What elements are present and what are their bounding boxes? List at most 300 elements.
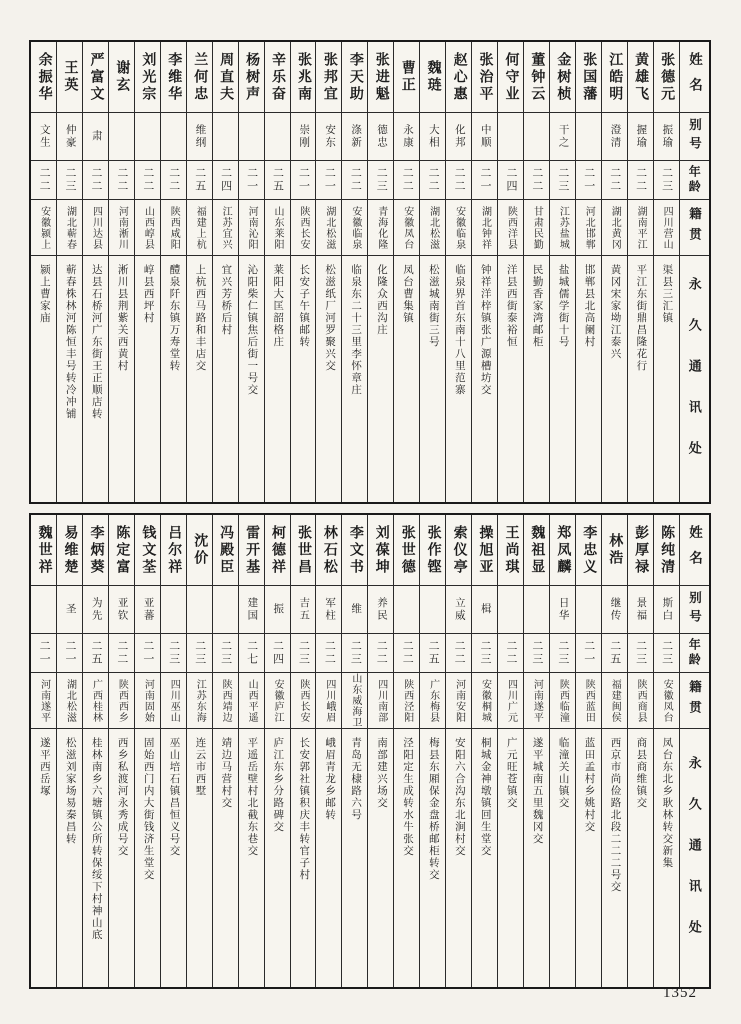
- person-age: 二一: [316, 161, 341, 200]
- person-name: 曹正: [394, 42, 419, 113]
- person-column: [160, 42, 186, 502]
- person-name: 沈价: [187, 515, 212, 586]
- person-alias: 亚蕃: [135, 586, 160, 634]
- person-alias: [187, 586, 212, 634]
- person-name: 林石松: [316, 515, 341, 586]
- person-address: 桂林南乡六塘镇公所转保绥下村神山底: [90, 737, 102, 941]
- person-alias: 养民: [368, 586, 393, 634]
- person-name: 刘葆坤: [368, 515, 393, 586]
- person-origin: 广东梅县: [420, 673, 445, 729]
- person-name: 钱文荃: [135, 515, 160, 586]
- person-column: [290, 515, 316, 987]
- person-name: 魏祖显: [524, 515, 549, 586]
- person-address: 颍上曹家庙: [38, 264, 50, 324]
- person-age: 二二: [628, 161, 653, 200]
- header-age-label: 年龄: [680, 161, 709, 200]
- person-address: 松滋纸厂河罗聚兴交: [324, 264, 336, 372]
- person-age: 二五: [83, 634, 108, 673]
- person-name: 李文书: [342, 515, 367, 586]
- person-name: 黄雄飞: [628, 42, 653, 113]
- person-column: [471, 42, 497, 502]
- person-age: 二三: [654, 161, 679, 200]
- person-name: 郑凤麟: [550, 515, 575, 586]
- person-alias: 斯白: [654, 586, 679, 634]
- person-address: 南部建兴场交: [376, 737, 388, 809]
- person-age: 二二: [83, 161, 108, 200]
- person-alias: [498, 586, 523, 634]
- person-name: 魏世祥: [31, 515, 56, 586]
- person-column: [497, 515, 523, 987]
- person-age: 二三: [187, 634, 212, 673]
- person-column: [212, 515, 238, 987]
- person-alias: 圣: [57, 586, 82, 634]
- person-alias: 振: [265, 586, 290, 634]
- person-age: 二五: [187, 161, 212, 200]
- person-alias: 为先: [83, 586, 108, 634]
- person-column: [160, 515, 186, 987]
- person-column: [497, 42, 523, 502]
- person-column: [82, 515, 108, 987]
- person-address: 蕲春株林河陈恒丰号转冷冲铺: [64, 264, 76, 420]
- person-name: 张世德: [394, 515, 419, 586]
- person-address: 长安郭社镇积庆丰转官子村: [298, 737, 310, 881]
- person-age: 二三: [550, 161, 575, 200]
- person-age: 二七: [239, 634, 264, 673]
- person-age: 二一: [57, 634, 82, 673]
- person-origin: 甘肃民勤: [524, 200, 549, 256]
- person-alias: 军柱: [316, 586, 341, 634]
- person-origin: 陕西靖边: [213, 673, 238, 729]
- person-name: 辛乐奋: [265, 42, 290, 113]
- person-alias: 握瑜: [628, 113, 653, 161]
- person-column: [523, 515, 549, 987]
- person-origin: 山东威海卫: [342, 673, 367, 729]
- person-column: [653, 42, 679, 502]
- person-origin: 青海化隆: [368, 200, 393, 256]
- person-origin: 陕西泾阳: [394, 673, 419, 729]
- person-address: 黄冈宋家坳江泰兴: [609, 264, 621, 360]
- person-address: 巫山培石镇昌恒义号交: [168, 737, 180, 857]
- person-alias: [135, 113, 160, 161]
- person-address: 淅川县荆紫关西黄村: [116, 264, 128, 372]
- person-column: [186, 515, 212, 987]
- person-origin: 陕西咸阳: [161, 200, 186, 256]
- header-origin-label: 籍贯: [680, 200, 709, 256]
- person-column: [134, 42, 160, 502]
- person-origin: 陕西蓝田: [576, 673, 601, 729]
- person-age: 二四: [265, 634, 290, 673]
- person-age: 二三: [472, 634, 497, 673]
- person-column: [601, 515, 627, 987]
- header-column: [679, 42, 709, 502]
- person-column: [367, 42, 393, 502]
- person-origin: 陕西临潼: [550, 673, 575, 729]
- person-address: 宜兴芳桥后村: [220, 264, 232, 336]
- person-age: 二二: [31, 161, 56, 200]
- person-alias: [498, 113, 523, 161]
- person-alias: 维纲: [187, 113, 212, 161]
- person-name: 陈定富: [109, 515, 134, 586]
- person-name: 刘光宗: [135, 42, 160, 113]
- person-alias: [524, 586, 549, 634]
- person-name: 王英: [57, 42, 82, 113]
- person-origin: 山东莱阳: [265, 200, 290, 256]
- person-alias: 楫: [472, 586, 497, 634]
- header-name-label: 姓名: [680, 515, 709, 586]
- person-age: 二二: [368, 634, 393, 673]
- person-column: [31, 515, 56, 987]
- person-name: 张世昌: [291, 515, 316, 586]
- person-origin: 湖北黄冈: [602, 200, 627, 256]
- person-age: 二五: [265, 161, 290, 200]
- person-address: 庐江东乡分路碑交: [272, 737, 284, 833]
- person-name: 王尚琪: [498, 515, 523, 586]
- person-address: 凤台东北乡耿林转交新集: [661, 737, 673, 869]
- person-origin: 四川广元: [498, 673, 523, 729]
- person-age: 二二: [446, 634, 471, 673]
- person-name: 张治平: [472, 42, 497, 113]
- person-alias: [576, 586, 601, 634]
- person-origin: 安徽庐江: [265, 673, 290, 729]
- person-origin: 四川峨眉: [316, 673, 341, 729]
- person-address: 临潼关山镇交: [557, 737, 569, 809]
- person-name: 李维华: [161, 42, 186, 113]
- person-column: [134, 515, 160, 987]
- person-age: 二二: [316, 634, 341, 673]
- person-name: 彭厚禄: [628, 515, 653, 586]
- person-alias: 亚钦: [109, 586, 134, 634]
- person-name: 张兆南: [291, 42, 316, 113]
- person-age: 二二: [394, 161, 419, 200]
- person-address: 化隆众西沟庄: [376, 264, 388, 336]
- person-name: 雷开基: [239, 515, 264, 586]
- person-address: 固始西门内大街钱济生堂交: [142, 737, 154, 881]
- person-column: [445, 515, 471, 987]
- person-age: 二一: [472, 161, 497, 200]
- person-alias: 振瑜: [654, 113, 679, 161]
- person-address: 洋县西街泰裕恒: [505, 264, 517, 348]
- person-name: 易维楚: [57, 515, 82, 586]
- person-address: 遂平西岳塚: [38, 737, 50, 797]
- person-origin: 湖北松滋: [420, 200, 445, 256]
- person-address: 峨眉青龙乡邮转: [324, 737, 336, 821]
- person-alias: [524, 113, 549, 161]
- person-address: 梅县东厢保金盘桥邮柜转交: [427, 737, 439, 881]
- person-alias: [576, 113, 601, 161]
- person-origin: 山西崞县: [135, 200, 160, 256]
- header-alias-label: 别号: [680, 113, 709, 161]
- person-column: [393, 515, 419, 987]
- person-name: 周直夫: [213, 42, 238, 113]
- person-origin: 湖北松滋: [316, 200, 341, 256]
- person-column: [31, 42, 56, 502]
- person-name: 李忠义: [576, 515, 601, 586]
- person-name: 张作铿: [420, 515, 445, 586]
- person-column: [445, 42, 471, 502]
- person-name: 兰何忠: [187, 42, 212, 113]
- person-column: [627, 42, 653, 502]
- person-age: 二三: [628, 634, 653, 673]
- person-alias: [239, 113, 264, 161]
- person-age: 二五: [602, 634, 627, 673]
- person-name: 张进魁: [368, 42, 393, 113]
- person-origin: 陕西长安: [291, 673, 316, 729]
- directory-table-bottom: [29, 513, 711, 989]
- person-age: 二三: [213, 634, 238, 673]
- person-name: 江皓明: [602, 42, 627, 113]
- person-age: 二二: [109, 161, 134, 200]
- person-alias: 仲豪: [57, 113, 82, 161]
- person-origin: 四川巫山: [161, 673, 186, 729]
- person-alias: 安东: [316, 113, 341, 161]
- person-origin: 四川营山: [654, 200, 679, 256]
- person-alias: 崇刚: [291, 113, 316, 161]
- person-column: [549, 515, 575, 987]
- person-column: [367, 515, 393, 987]
- person-age: 二五: [420, 634, 445, 673]
- person-origin: 陕西商县: [628, 673, 653, 729]
- person-alias: 立威: [446, 586, 471, 634]
- person-address: 平遥岳壁村北截东巷交: [246, 737, 258, 857]
- person-age: 二四: [498, 161, 523, 200]
- person-column: [82, 42, 108, 502]
- person-name: 赵心惠: [446, 42, 471, 113]
- person-name: 操旭亚: [472, 515, 497, 586]
- person-origin: 福建闽侯: [602, 673, 627, 729]
- person-origin: 湖南平江: [628, 200, 653, 256]
- person-age: 二三: [550, 634, 575, 673]
- person-age: 二一: [576, 634, 601, 673]
- person-name: 严富文: [83, 42, 108, 113]
- person-column: [264, 515, 290, 987]
- person-age: 二三: [291, 634, 316, 673]
- person-address: 民勤香家湾邮柜: [531, 264, 543, 348]
- person-alias: 维: [342, 586, 367, 634]
- person-address: 临泉界首东南十八里范寨: [453, 264, 465, 396]
- person-column: [315, 42, 341, 502]
- person-address: 松滋刘家场易秦昌转: [64, 737, 76, 845]
- header-alias-label: 别号: [680, 586, 709, 634]
- person-age: 二一: [576, 161, 601, 200]
- person-column: [238, 42, 264, 502]
- person-name: 柯德祥: [265, 515, 290, 586]
- person-origin: 安徽颍上: [31, 200, 56, 256]
- person-alias: 景福: [628, 586, 653, 634]
- person-origin: 河北邯郸: [576, 200, 601, 256]
- person-age: 二三: [57, 161, 82, 200]
- person-address: 泾阳定生成转水牛张交: [401, 737, 413, 857]
- person-name: 李炳葵: [83, 515, 108, 586]
- header-name-label: 姓名: [680, 42, 709, 113]
- person-column: [653, 515, 679, 987]
- header-column: [679, 515, 709, 987]
- person-address: 平江东街鼎昌隆花行: [635, 264, 647, 372]
- person-address: 商县商维镇交: [635, 737, 647, 809]
- person-name: 陈纯清: [654, 515, 679, 586]
- person-alias: 澄清: [602, 113, 627, 161]
- person-column: [108, 42, 134, 502]
- person-origin: 江苏宜兴: [213, 200, 238, 256]
- person-age: 二三: [368, 161, 393, 200]
- person-age: 二二: [524, 161, 549, 200]
- person-origin: 安徽桐城: [472, 673, 497, 729]
- person-column: [56, 515, 82, 987]
- person-origin: 湖北蕲春: [57, 200, 82, 256]
- person-alias: 文生: [31, 113, 56, 161]
- header-age-label: 年龄: [680, 634, 709, 673]
- person-age: 二二: [342, 161, 367, 200]
- person-origin: 河南固始: [135, 673, 160, 729]
- person-column: [627, 515, 653, 987]
- person-origin: 河南遂平: [31, 673, 56, 729]
- person-origin: 陕西西乡: [109, 673, 134, 729]
- person-age: 二二: [135, 161, 160, 200]
- person-address: 凤台曹集镇: [401, 264, 413, 324]
- person-address: 长安子午镇邮转: [298, 264, 310, 348]
- person-column: [523, 42, 549, 502]
- person-column: [56, 42, 82, 502]
- person-address: 临泉东二十三里李怀章庄: [350, 264, 362, 396]
- person-column: [341, 515, 367, 987]
- person-address: 上杭西马路和丰店交: [194, 264, 206, 372]
- person-column: [393, 42, 419, 502]
- person-address: 遂平城南五里魏冈交: [531, 737, 543, 845]
- person-address: 醴泉阡东镇万寿堂转: [168, 264, 180, 372]
- person-origin: 山西平遥: [239, 673, 264, 729]
- person-alias: [109, 113, 134, 161]
- person-name: 金树桢: [550, 42, 575, 113]
- person-alias: 大相: [420, 113, 445, 161]
- person-name: 魏琏: [420, 42, 445, 113]
- person-address: 桐城金神墩镇回生堂交: [479, 737, 491, 857]
- person-origin: 安徽临泉: [342, 200, 367, 256]
- person-alias: [213, 113, 238, 161]
- person-origin: 四川达县: [83, 200, 108, 256]
- person-alias: 吉五: [291, 586, 316, 634]
- person-alias: [394, 586, 419, 634]
- directory-table-top: [29, 40, 711, 504]
- person-origin: 江苏东海: [187, 673, 212, 729]
- person-address: 西京市尚俭路北段二二二号交: [609, 737, 621, 893]
- person-alias: 中顺: [472, 113, 497, 161]
- person-origin: 安徽凤台: [654, 673, 679, 729]
- person-column: [108, 515, 134, 987]
- person-name: 张国藩: [576, 42, 601, 113]
- person-age: 二一: [239, 161, 264, 200]
- person-alias: 肃: [83, 113, 108, 161]
- person-origin: 广西桂林: [83, 673, 108, 729]
- person-origin: 福建上杭: [187, 200, 212, 256]
- person-age: 二三: [342, 634, 367, 673]
- person-address: 安阳六合沟东北涧村交: [453, 737, 465, 857]
- person-column: [601, 42, 627, 502]
- person-address: 西乡私渡河永秀成号交: [116, 737, 128, 857]
- person-origin: 河南安阳: [446, 673, 471, 729]
- person-column: [471, 515, 497, 987]
- person-age: 二三: [654, 634, 679, 673]
- person-age: 二一: [135, 634, 160, 673]
- person-name: 张德元: [654, 42, 679, 113]
- header-address-label: 永久通讯处: [686, 276, 702, 482]
- person-alias: [161, 586, 186, 634]
- person-column: [238, 515, 264, 987]
- header-origin-label: 籍贯: [680, 673, 709, 729]
- person-origin: 安徽临泉: [446, 200, 471, 256]
- person-alias: [420, 586, 445, 634]
- person-origin: 河南淅川: [109, 200, 134, 256]
- person-column: [419, 515, 445, 987]
- person-address: 广元旺苍镇交: [505, 737, 517, 809]
- person-alias: [31, 586, 56, 634]
- person-address: 达县石桥河广东街王正顺店转: [90, 264, 102, 420]
- person-name: 杨树声: [239, 42, 264, 113]
- person-alias: 继传: [602, 586, 627, 634]
- person-name: 李天助: [342, 42, 367, 113]
- person-address: 盐城儒学街十号: [557, 264, 569, 348]
- person-column: [315, 515, 341, 987]
- person-name: 索仪亭: [446, 515, 471, 586]
- person-column: [264, 42, 290, 502]
- person-age: 二二: [446, 161, 471, 200]
- person-name: 何守业: [498, 42, 523, 113]
- person-origin: 四川南部: [368, 673, 393, 729]
- person-column: [341, 42, 367, 502]
- person-address: 渠县三汇镇: [661, 264, 673, 324]
- person-address: 蓝田孟村乡姚村交: [583, 737, 595, 833]
- person-age: 二一: [291, 161, 316, 200]
- person-origin: 陕西长安: [291, 200, 316, 256]
- person-name: 林浩: [602, 515, 627, 586]
- person-column: [419, 42, 445, 502]
- person-alias: 化邦: [446, 113, 471, 161]
- person-age: 二二: [109, 634, 134, 673]
- person-alias: 涤新: [342, 113, 367, 161]
- person-address: 崞县西坪村: [142, 264, 154, 324]
- person-address: 青岛无棣路六号: [350, 737, 362, 821]
- person-origin: 江苏盐城: [550, 200, 575, 256]
- person-age: 二二: [394, 634, 419, 673]
- person-column: [186, 42, 212, 502]
- person-column: [290, 42, 316, 502]
- person-column: [212, 42, 238, 502]
- person-name: 谢玄: [109, 42, 134, 113]
- person-age: 二四: [213, 161, 238, 200]
- person-alias: 德忠: [368, 113, 393, 161]
- person-address: 松滋城南街三号: [427, 264, 439, 348]
- person-address: 莱阳大匡韶格庄: [272, 264, 284, 348]
- person-alias: [265, 113, 290, 161]
- person-address: 沁阳柴仁镇焦后街一号交: [246, 264, 258, 396]
- person-origin: 湖北钟祥: [472, 200, 497, 256]
- person-address: 邯郸县北高阑村: [583, 264, 595, 348]
- person-age: 二三: [524, 634, 549, 673]
- person-origin: 河南遂平: [524, 673, 549, 729]
- person-age: 二二: [498, 634, 523, 673]
- person-age: 二三: [161, 634, 186, 673]
- person-alias: 日华: [550, 586, 575, 634]
- person-age: 二二: [602, 161, 627, 200]
- page-number: 1352: [663, 985, 697, 1001]
- person-origin: 河南沁阳: [239, 200, 264, 256]
- person-address: 靖边马营村交: [220, 737, 232, 809]
- person-name: 张邦宜: [316, 42, 341, 113]
- person-address: 钟祥洋梓镇张广源槽坊交: [479, 264, 491, 396]
- person-address: 连云市西墅: [194, 737, 206, 797]
- person-age: 二一: [31, 634, 56, 673]
- person-name: 吕尔祥: [161, 515, 186, 586]
- person-alias: 干之: [550, 113, 575, 161]
- person-column: [575, 42, 601, 502]
